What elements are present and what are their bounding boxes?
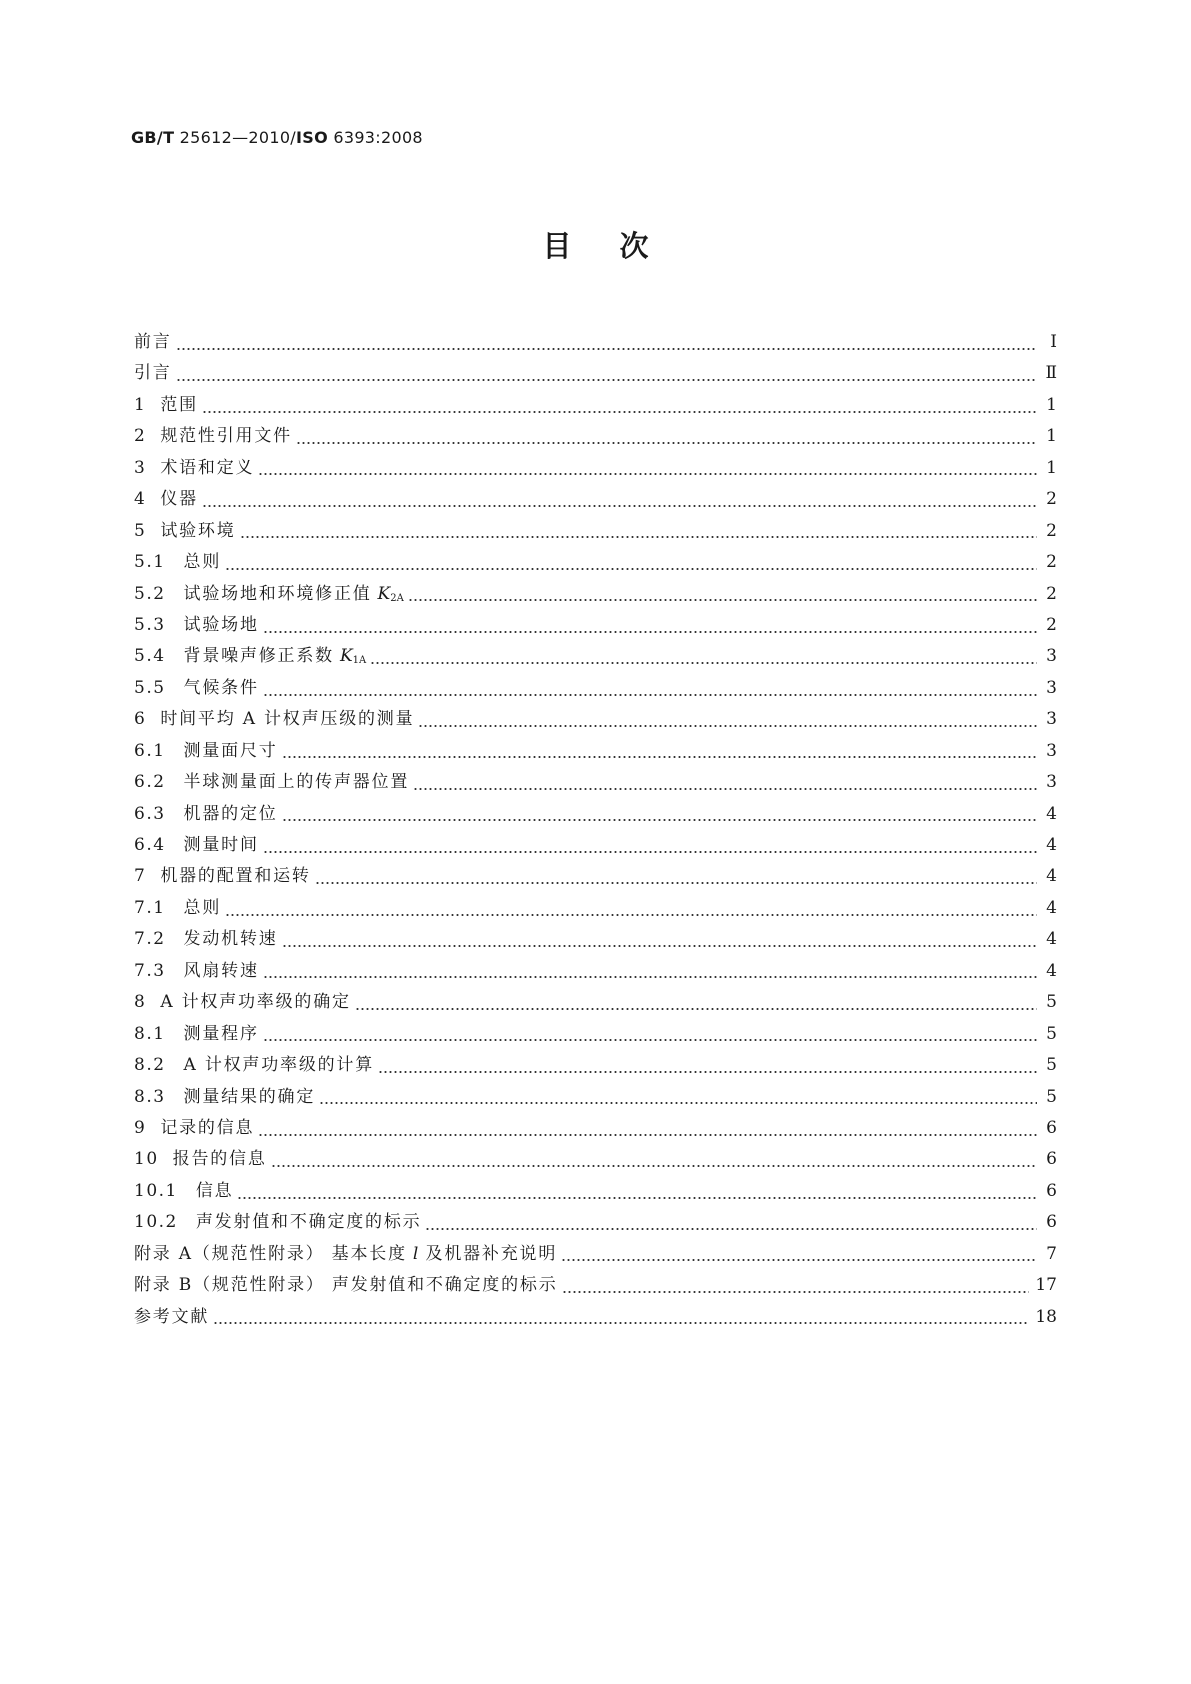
toc-entry[interactable] [134, 704, 1057, 735]
toc-title-text: 引言 [134, 363, 172, 384]
toc-title [134, 1239, 557, 1270]
toc-page-number: 6 [1046, 1149, 1057, 1170]
toc-entry[interactable] [134, 1239, 1057, 1270]
toc-page-number: 5 [1046, 1086, 1057, 1107]
toc-title-text: 发动机转速 [183, 929, 278, 950]
toc-title-text: 记录的信息 [160, 1117, 255, 1138]
toc-entry[interactable] [134, 673, 1057, 704]
toc-page-number: 7 [1046, 1243, 1057, 1264]
toc-title-text: 信息 [195, 1180, 234, 1201]
toc-section-number: 4 [134, 489, 147, 510]
toc-entry[interactable] [134, 767, 1057, 798]
dot-leader [258, 473, 1037, 475]
toc-section-number: 7.3 [134, 960, 166, 981]
dot-leader [413, 788, 1037, 790]
toc-entry[interactable] [134, 579, 1057, 610]
toc-page-number: Ⅱ [1045, 363, 1057, 384]
toc-entry[interactable] [134, 1050, 1057, 1081]
dot-leader [561, 1259, 1037, 1261]
toc-page-number: 3 [1046, 709, 1057, 730]
toc-page-number: 3 [1046, 677, 1057, 698]
toc-title-text: 附录 A（规范性附录） 基本长度 [134, 1243, 407, 1264]
toc-page-number: 6 [1046, 1117, 1057, 1138]
toc-entry[interactable] [134, 610, 1057, 641]
dot-leader [263, 851, 1037, 853]
toc-title-text: 仪器 [160, 489, 198, 510]
toc-section-number: 5.5 [134, 677, 166, 698]
toc-section-number: 3 [134, 457, 147, 478]
dot-leader [202, 411, 1037, 413]
toc-entry[interactable] [134, 547, 1057, 578]
dot-leader [263, 694, 1037, 696]
toc-section-number: 5.4 [134, 646, 166, 667]
toc-entry[interactable] [134, 453, 1057, 484]
standard-number: 25612—2010/ [174, 128, 296, 147]
dot-leader [258, 1134, 1037, 1136]
toc-title-text: 测量结果的确定 [183, 1086, 316, 1107]
toc-title [184, 610, 259, 641]
toc-page-number: 6 [1046, 1180, 1057, 1201]
dot-leader [378, 1071, 1037, 1073]
toc-page-number: Ⅰ [1050, 332, 1057, 352]
toc-title [160, 861, 310, 892]
toc-entry[interactable] [134, 1113, 1057, 1144]
toc-page-number: 4 [1046, 866, 1057, 887]
toc-entry[interactable] [134, 736, 1057, 767]
toc-section-number: 6.4 [134, 835, 166, 855]
dot-leader [315, 882, 1037, 884]
dot-leader [202, 505, 1037, 507]
toc-title [173, 1144, 267, 1175]
toc-section-number: 7 [134, 866, 147, 887]
toc-title-text: 机器的配置和运转 [160, 866, 311, 887]
toc-title [160, 390, 198, 421]
dot-leader [425, 1228, 1037, 1230]
toc-page-number: 2 [1046, 552, 1057, 573]
toc-entry[interactable] [134, 924, 1057, 955]
toc-section-number: 8.3 [134, 1086, 166, 1107]
toc-entry[interactable] [134, 421, 1057, 452]
dot-leader [240, 536, 1037, 538]
standard-header [131, 128, 423, 147]
toc-section-number: 5.3 [134, 614, 166, 635]
toc-title [160, 516, 235, 547]
toc-title [184, 1019, 259, 1050]
toc-section-number: 7.2 [134, 929, 166, 950]
dot-leader [319, 1102, 1037, 1104]
toc-page-number: 5 [1046, 992, 1057, 1013]
toc-entry[interactable] [134, 893, 1057, 924]
toc-section-number: 10.1 [134, 1180, 178, 1201]
toc-page-number: 5 [1046, 1055, 1057, 1076]
toc-title-text: 测量面尺寸 [183, 740, 278, 761]
toc-title-text: 测量时间 [183, 835, 259, 855]
toc-page-number: 4 [1046, 835, 1057, 855]
math-symbol: K [377, 583, 391, 604]
toc-section-number: 10 [134, 1149, 159, 1170]
toc-title [184, 579, 404, 614]
toc-page-number: 2 [1046, 583, 1057, 604]
toc-title [184, 673, 259, 704]
toc-section-number: 6 [134, 709, 147, 730]
math-symbol: l [412, 1243, 419, 1264]
dot-leader [225, 568, 1037, 570]
toc-page-number: 17 [1035, 1275, 1057, 1296]
toc-title-text: 报告的信息 [172, 1149, 267, 1170]
table-of-contents [134, 327, 1057, 1333]
toc-title-text: 声发射值和不确定度的标示 [195, 1212, 422, 1233]
toc-page-number: 1 [1046, 426, 1057, 447]
standard-code: GB/T [131, 128, 175, 147]
math-subscript: 2A [390, 592, 404, 604]
toc-title [184, 956, 259, 987]
dot-leader [176, 348, 1037, 350]
dot-leader [562, 1291, 1030, 1293]
toc-entry[interactable] [134, 1270, 1057, 1301]
toc-section-number: 7.1 [134, 897, 166, 918]
toc-page-number: 3 [1046, 646, 1057, 667]
toc-title [134, 1270, 558, 1301]
toc-title [184, 736, 278, 767]
dot-leader [263, 631, 1037, 633]
toc-title-text: 规范性引用文件 [160, 426, 292, 447]
toc-title [134, 327, 172, 358]
toc-title-text: 术语和定义 [160, 457, 255, 478]
math-subscript: 1A [352, 655, 367, 667]
toc-entry[interactable] [134, 641, 1057, 672]
toc-title-text: A 计权声功率级的计算 [183, 1055, 375, 1076]
dot-leader [296, 442, 1037, 444]
toc-page-number: 4 [1046, 897, 1057, 918]
toc-title-text: 半球测量面上的传声器位置 [183, 772, 410, 793]
toc-section-number: 5 [134, 520, 147, 541]
iso-number: 6393:2008 [327, 128, 423, 147]
toc-page-number: 2 [1046, 520, 1057, 541]
toc-title [184, 924, 278, 955]
toc-entry[interactable] [134, 516, 1057, 547]
toc-title-text-after: 及机器补充说明 [418, 1243, 558, 1264]
toc-title [134, 358, 172, 389]
toc-title [184, 830, 259, 861]
toc-title-text: 前言 [134, 332, 172, 352]
toc-entry[interactable] [134, 1019, 1057, 1050]
toc-entry[interactable] [134, 799, 1057, 830]
toc-title [184, 641, 367, 676]
dot-leader [418, 725, 1037, 727]
toc-page-number: 5 [1046, 1023, 1057, 1044]
toc-title [184, 1082, 316, 1113]
dot-leader [370, 662, 1037, 664]
toc-entry[interactable] [134, 1302, 1057, 1333]
toc-title [196, 1207, 422, 1238]
toc-title [184, 547, 222, 578]
toc-entry[interactable] [134, 987, 1057, 1018]
toc-title [196, 1176, 234, 1207]
toc-entry[interactable] [134, 830, 1057, 861]
toc-page-number: 18 [1035, 1306, 1057, 1327]
toc-page-number: 1 [1046, 457, 1057, 478]
dot-leader [176, 379, 1037, 381]
toc-entry[interactable] [134, 1176, 1057, 1207]
toc-page-number: 3 [1046, 740, 1057, 761]
toc-title [160, 987, 350, 1018]
toc-title-text: 参考文献 [134, 1306, 210, 1327]
toc-section-number: 2 [134, 426, 147, 447]
page-title: 目次 [542, 229, 697, 263]
toc-title-text: 测量程序 [183, 1023, 259, 1044]
toc-title [160, 484, 198, 515]
toc-title [184, 799, 278, 830]
toc-section-number: 6.3 [134, 803, 166, 824]
dot-leader [225, 914, 1037, 916]
toc-entry[interactable] [134, 956, 1057, 987]
toc-title-text: 试验环境 [160, 520, 236, 541]
dot-leader [263, 1039, 1037, 1041]
dot-leader [282, 756, 1037, 758]
dot-leader [237, 1197, 1037, 1199]
toc-section-number: 8 [134, 992, 147, 1013]
toc-title-text: 总则 [183, 552, 222, 573]
toc-title [134, 1302, 209, 1333]
dot-leader [282, 819, 1037, 821]
toc-title-text: A 计权声功率级的确定 [160, 992, 351, 1013]
toc-entry[interactable] [134, 1207, 1057, 1238]
dot-leader [282, 945, 1037, 947]
toc-title [160, 1113, 254, 1144]
toc-page-number: 2 [1046, 614, 1057, 635]
iso-code: ISO [296, 128, 328, 147]
toc-page-number: 1 [1046, 394, 1057, 415]
toc-title-text: 附录 B（规范性附录） 声发射值和不确定度的标示 [134, 1275, 558, 1296]
toc-title [184, 767, 410, 798]
dot-leader [355, 1008, 1037, 1010]
toc-title-text: 试验场地和环境修正值 [183, 583, 372, 604]
toc-section-number: 8.1 [134, 1023, 166, 1044]
toc-title-text: 背景噪声修正系数 [183, 646, 334, 667]
dot-leader [271, 1165, 1037, 1167]
toc-entry[interactable] [134, 861, 1057, 892]
toc-title-text: 试验场地 [183, 614, 259, 635]
toc-title-text: 范围 [160, 394, 198, 415]
toc-title [184, 893, 222, 924]
toc-entry[interactable] [134, 484, 1057, 515]
toc-title [184, 1050, 374, 1081]
toc-page-number: 3 [1046, 772, 1057, 793]
toc-page-number: 4 [1046, 929, 1057, 950]
dot-leader [263, 976, 1037, 978]
toc-title [160, 453, 254, 484]
toc-entry[interactable] [134, 358, 1057, 389]
toc-title-text: 风扇转速 [183, 960, 259, 981]
dot-leader [213, 1322, 1029, 1324]
toc-page-number: 6 [1046, 1212, 1057, 1233]
toc-title [160, 421, 292, 452]
toc-entry[interactable] [134, 390, 1057, 421]
toc-section-number: 1 [134, 394, 147, 415]
toc-title-text: 机器的定位 [183, 803, 278, 824]
toc-entry[interactable] [134, 1082, 1057, 1113]
toc-section-number: 8.2 [134, 1055, 166, 1076]
toc-section-number: 5.1 [134, 552, 166, 573]
toc-section-number: 6.2 [134, 772, 166, 793]
toc-section-number: 9 [134, 1117, 147, 1138]
toc-title-text: 时间平均 A 计权声压级的测量 [160, 709, 415, 730]
toc-page-number: 2 [1046, 489, 1057, 510]
toc-page-number: 4 [1046, 960, 1057, 981]
toc-title-text: 总则 [183, 897, 222, 918]
toc-entry[interactable] [134, 327, 1057, 358]
toc-section-number: 5.2 [134, 583, 166, 604]
toc-entry[interactable] [134, 1144, 1057, 1175]
dot-leader [408, 599, 1037, 601]
math-symbol: K [339, 646, 353, 667]
toc-title-text: 气候条件 [183, 677, 259, 698]
toc-title [160, 704, 414, 735]
toc-page-number: 4 [1046, 803, 1057, 824]
toc-section-number: 10.2 [134, 1212, 178, 1233]
toc-section-number: 6.1 [134, 740, 166, 761]
